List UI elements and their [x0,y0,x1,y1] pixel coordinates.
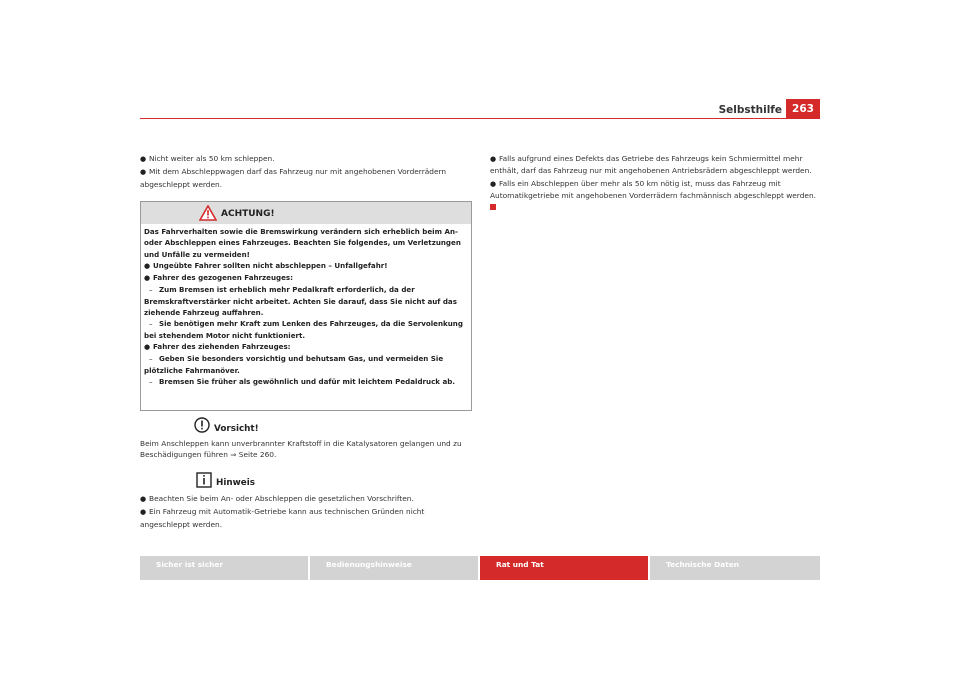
dash-icon: – [149,285,153,295]
list-item: ● Falls aufgrund eines Defekts das Getriebe des Fahrzeugs kein Schmiermittel mehr enthält, darf das Fahrzeug nur mit angehobenen Antriebsrädern abgeschleppt werden. [490,154,812,176]
left-column-top-bullets [140,153,470,191]
bullet-icon: ● [140,155,147,163]
footer-tab-sicher[interactable]: Sicher ist sicher [140,556,308,580]
list-item: ● Fahrer des ziehenden Fahrzeuges: [144,341,468,353]
bullet-icon: ● [140,508,147,517]
warning-body [144,226,468,387]
bullet-icon: ● [490,155,497,163]
bullet-icon: ● [144,261,151,270]
bullet-icon: ● [490,179,497,188]
sub-list-item: – Sie benötigen mehr Kraft zum Lenken des Fahrzeuges, da die Servolenkung bei stehendem Motor nicht funktioniert. [144,319,463,340]
caution-text: Beim Anschleppen kann unverbrannter Kraftstoff in die Katalysatoren gelangen und zu Beschädigungen führen ⇒ Seite 260. [140,439,462,460]
chapter-title: Selbsthilfe [718,104,782,116]
list-item: ● Fahrer des gezogenen Fahrzeuges: [144,272,468,284]
note-body [140,493,470,531]
list-item: ● Beachten Sie beim An- oder Abschleppen die gesetzlichen Vorschriften. [140,493,470,505]
exclamation-circle-icon [194,417,210,433]
page-number-badge: 263 [786,99,820,119]
dash-icon: – [149,354,153,364]
warning-triangle-icon [199,205,217,221]
list-item: ● Falls ein Abschleppen über mehr als 50 km nötig ist, muss das Fahrzeug mit Automatikgetriebe mit angehobenen Vorderrädern fachmännisch abgeschleppt werden. [490,178,820,213]
list-item: ● Nicht weiter als 50 km schleppen. [140,153,470,165]
dash-icon: – [149,376,153,386]
note-title: Hinweis [216,478,255,488]
list-item: ● Ein Fahrzeug mit Automatik-Getriebe kann aus technischen Gründen nicht angeschleppt werden. [140,507,425,529]
warning-box [140,201,472,411]
bullet-icon: ● [144,274,151,283]
footer-tab-bedienung[interactable]: Bedienungshinweise [310,556,478,580]
caution-title: Vorsicht! [214,424,259,434]
bullet-icon: ● [140,495,147,503]
warning-intro: Das Fahrverhalten sowie die Bremswirkung verändern sich erheblich beim An- oder Abschleppen eines Fahrzeuges. Beachten Sie folgendes, um Verletzungen und Unfälle zu vermeiden! [144,227,461,259]
sub-list-item: – Zum Bremsen ist erheblich mehr Pedalkraft erforderlich, da der Bremskraftverstärker nicht arbeitet. Achten Sie darauf, dass Sie nicht auf das ziehende Fahrzeug auffahren. [144,285,457,318]
sub-list-item: – Geben Sie besonders vorsichtig und behutsam Gas, und vermeiden Sie plötzliche Fahrmanöver. [144,354,444,375]
sub-list-item: – Bremsen Sie früher als gewöhnlich und dafür mit leichtem Pedaldruck ab. [144,376,468,387]
footer-tab-technische-daten[interactable]: Technische Daten [650,556,820,580]
warning-header [141,202,471,224]
bullet-icon: ● [140,168,147,177]
info-note-icon [196,472,212,488]
right-column-bullets [490,153,820,214]
bullet-icon: ● [144,342,151,351]
warning-title: ACHTUNG! [221,209,275,219]
list-item: ● Mit dem Abschleppwagen darf das Fahrzeug nur mit angehobenen Vorderrädern abgeschleppt werden. [140,167,447,189]
header-divider [140,118,820,119]
dash-icon: – [149,319,153,329]
footer-tab-rat-und-tat[interactable]: Rat und Tat [480,556,648,580]
end-of-section-square-icon [490,204,496,210]
list-item: ● Ungeübte Fahrer sollten nicht abschleppen – Unfallgefahr! [144,260,468,272]
